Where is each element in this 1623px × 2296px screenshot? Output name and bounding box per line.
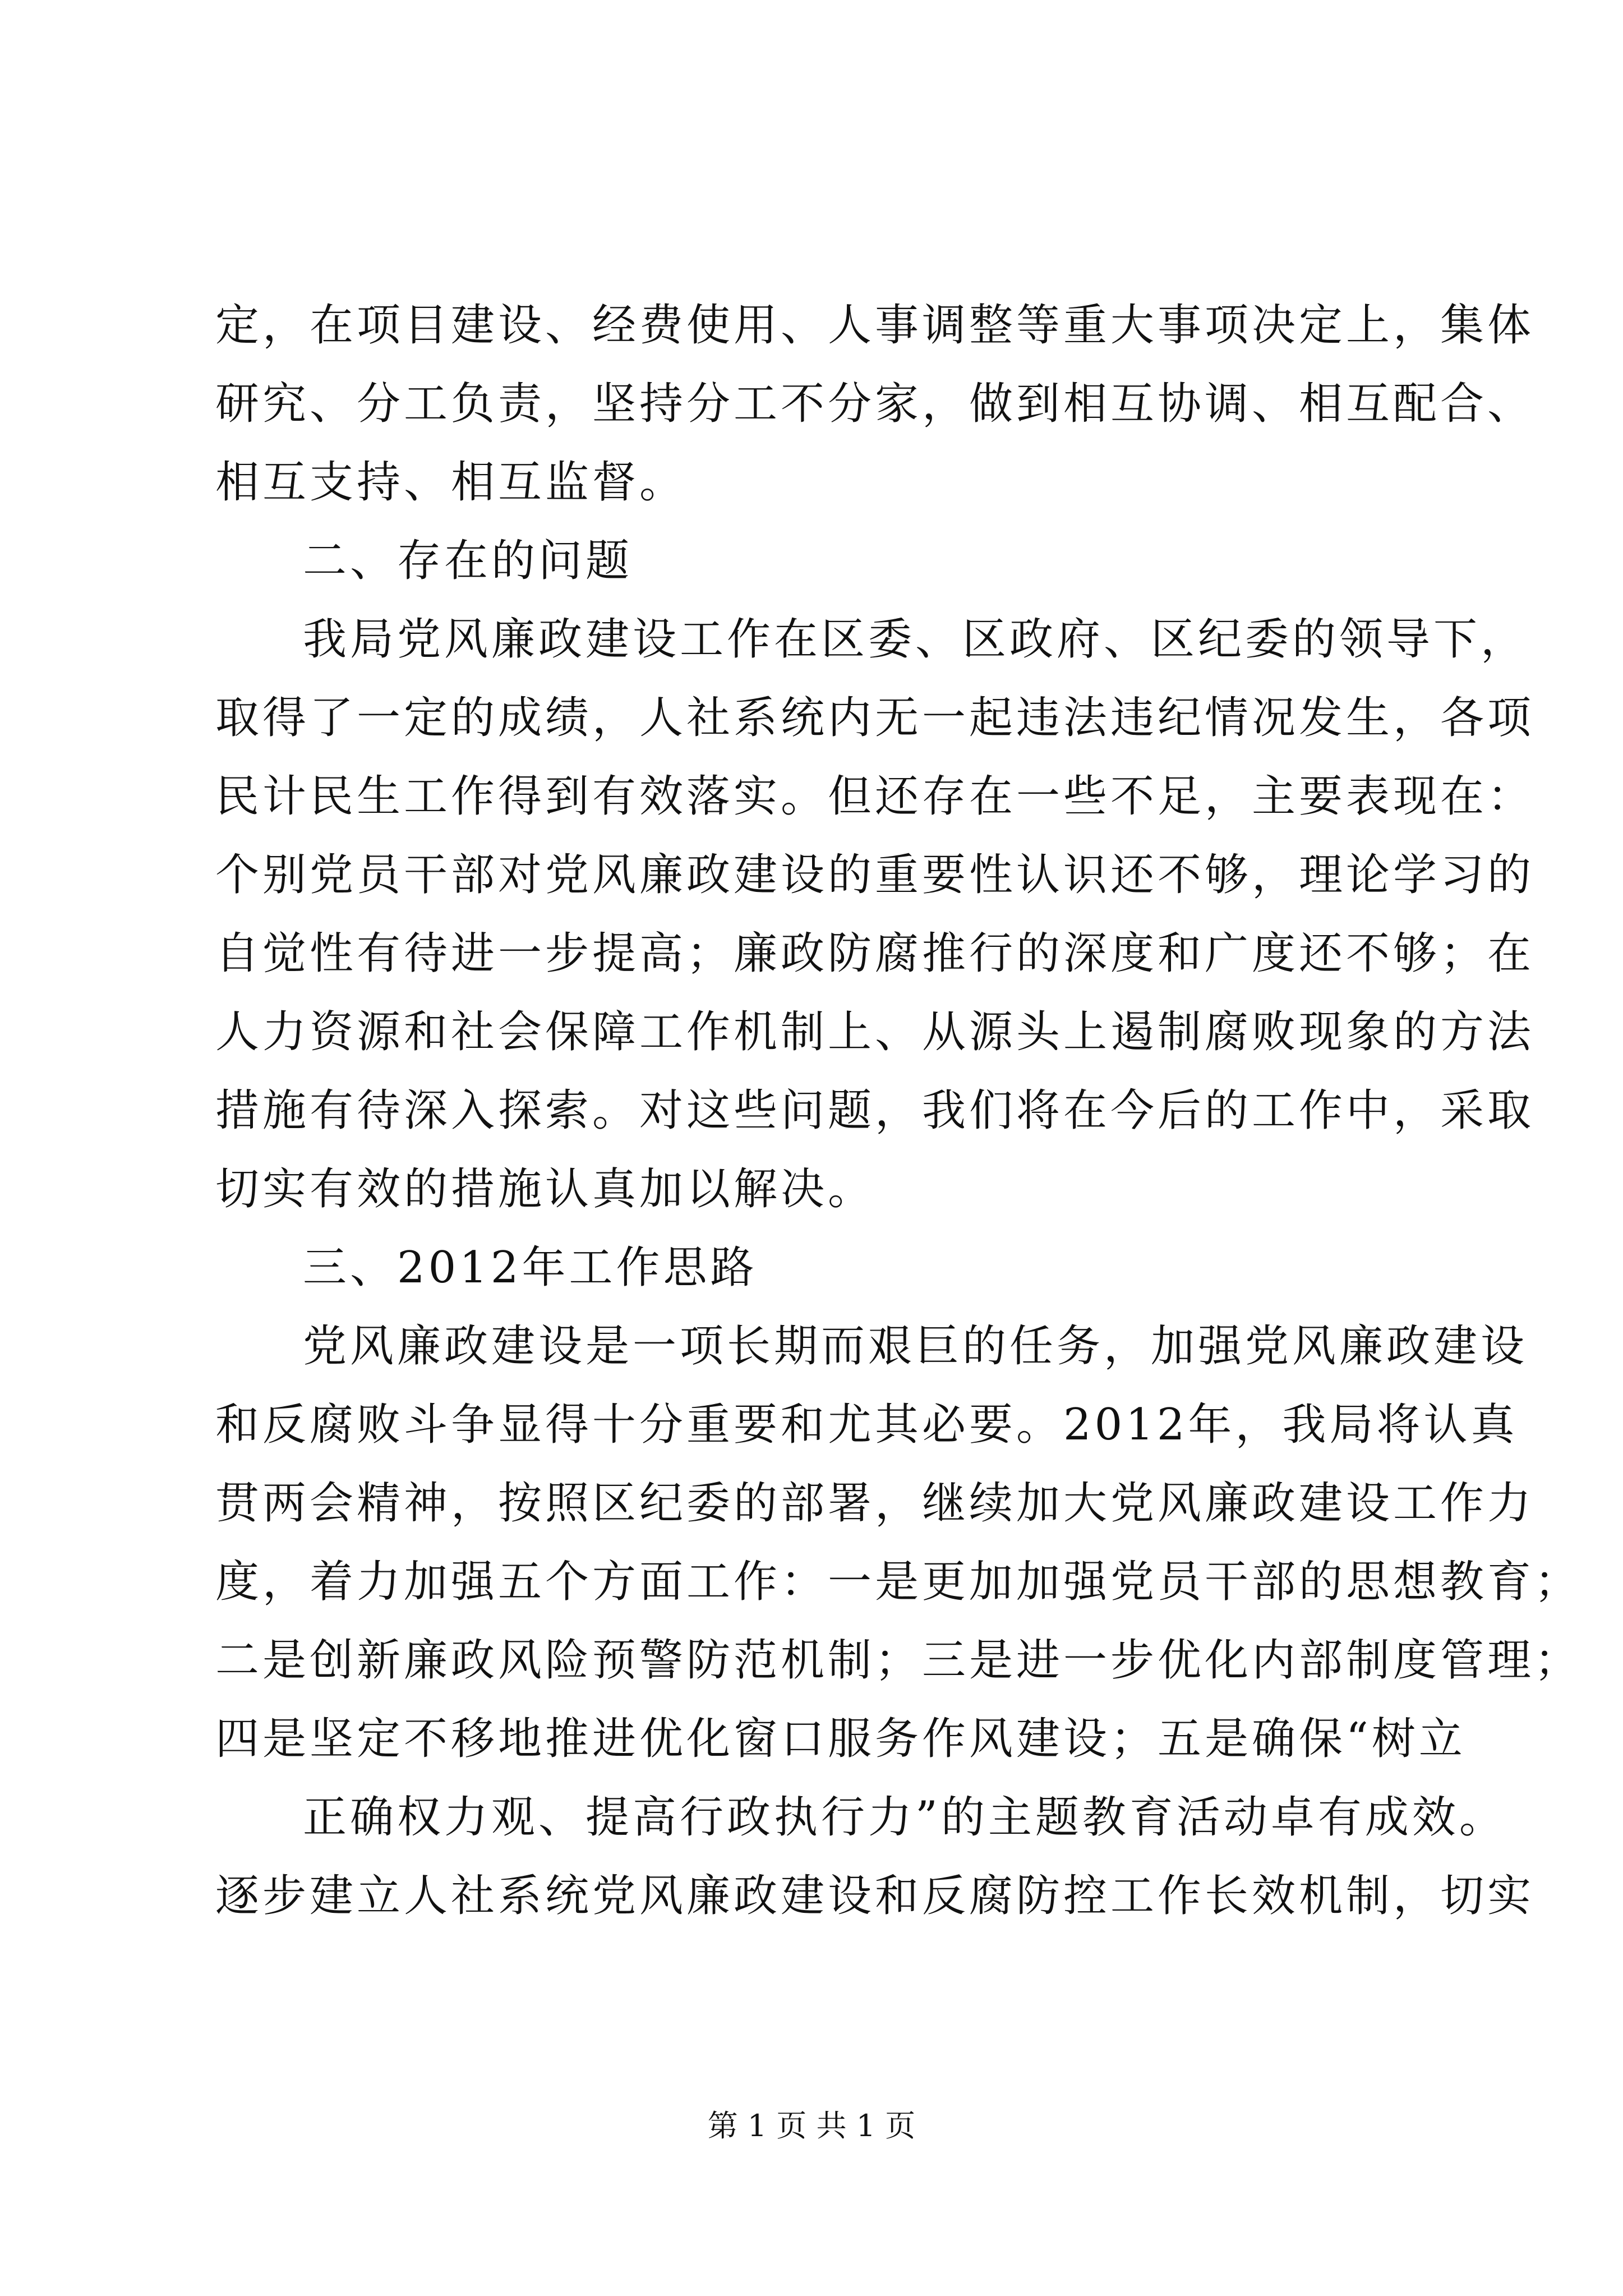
- section-heading: 二、存在的问题: [303, 536, 633, 586]
- body-text-line: 定，在项目建设、经费使用、人事调整等重大事项决定上，集体: [215, 300, 1535, 351]
- body-text-line: 切实有效的措施认真加以解决。: [215, 1164, 875, 1214]
- body-text-line: 和反腐败斗争显得十分重要和尤其必要。2012年，我局将认真: [215, 1400, 1518, 1450]
- section-heading: 三、2012年工作思路: [303, 1243, 758, 1293]
- body-text-line: 贯两会精神，按照区纪委的部署，继续加大党风廉政建设工作力: [215, 1478, 1535, 1529]
- body-text-line: 人力资源和社会保障工作机制上、从源头上遏制腐败现象的方法: [215, 1007, 1535, 1057]
- body-text-line: 逐步建立人社系统党风廉政建设和反腐防控工作长效机制，切实: [215, 1871, 1535, 1921]
- body-text-line: 措施有待深入探索。对这些问题，我们将在今后的工作中，采取: [215, 1085, 1535, 1136]
- body-text-line: 二是创新廉政风险预警防范机制；三是进一步优化内部制度管理；: [215, 1635, 1582, 1686]
- body-text-line: 民计民生工作得到有效落实。但还存在一些不足，主要表现在：: [215, 771, 1535, 822]
- page-number-footer: 第 1 页 共 1 页: [707, 2108, 916, 2143]
- body-text-line: 自觉性有待进一步提高；廉政防腐推行的深度和广度还不够；在: [215, 928, 1535, 979]
- body-text-line: 度，着力加强五个方面工作：一是更加加强党员干部的思想教育；: [215, 1557, 1582, 1607]
- body-text-line: 党风廉政建设是一项长期而艰巨的任务，加强党风廉政建设: [303, 1321, 1528, 1372]
- body-text-line: 四是坚定不移地推进优化窗口服务作风建设；五是确保“树立: [215, 1714, 1466, 1764]
- body-text-line: 我局党风廉政建设工作在区委、区政府、区纪委的领导下，: [303, 614, 1528, 665]
- body-text-line: 取得了一定的成绩，人社系统内无一起违法违纪情况发生，各项: [215, 693, 1535, 743]
- body-text-line: 正确权力观、提高行政执行力”的主题教育活动卓有成效。: [303, 1792, 1506, 1843]
- body-text-line: 相互支持、相互监督。: [215, 457, 687, 508]
- body-text-line: 个别党员干部对党风廉政建设的重要性认识还不够，理论学习的: [215, 850, 1535, 900]
- body-text-line: 研究、分工负责，坚持分工不分家，做到相互协调、相互配合、: [215, 379, 1535, 429]
